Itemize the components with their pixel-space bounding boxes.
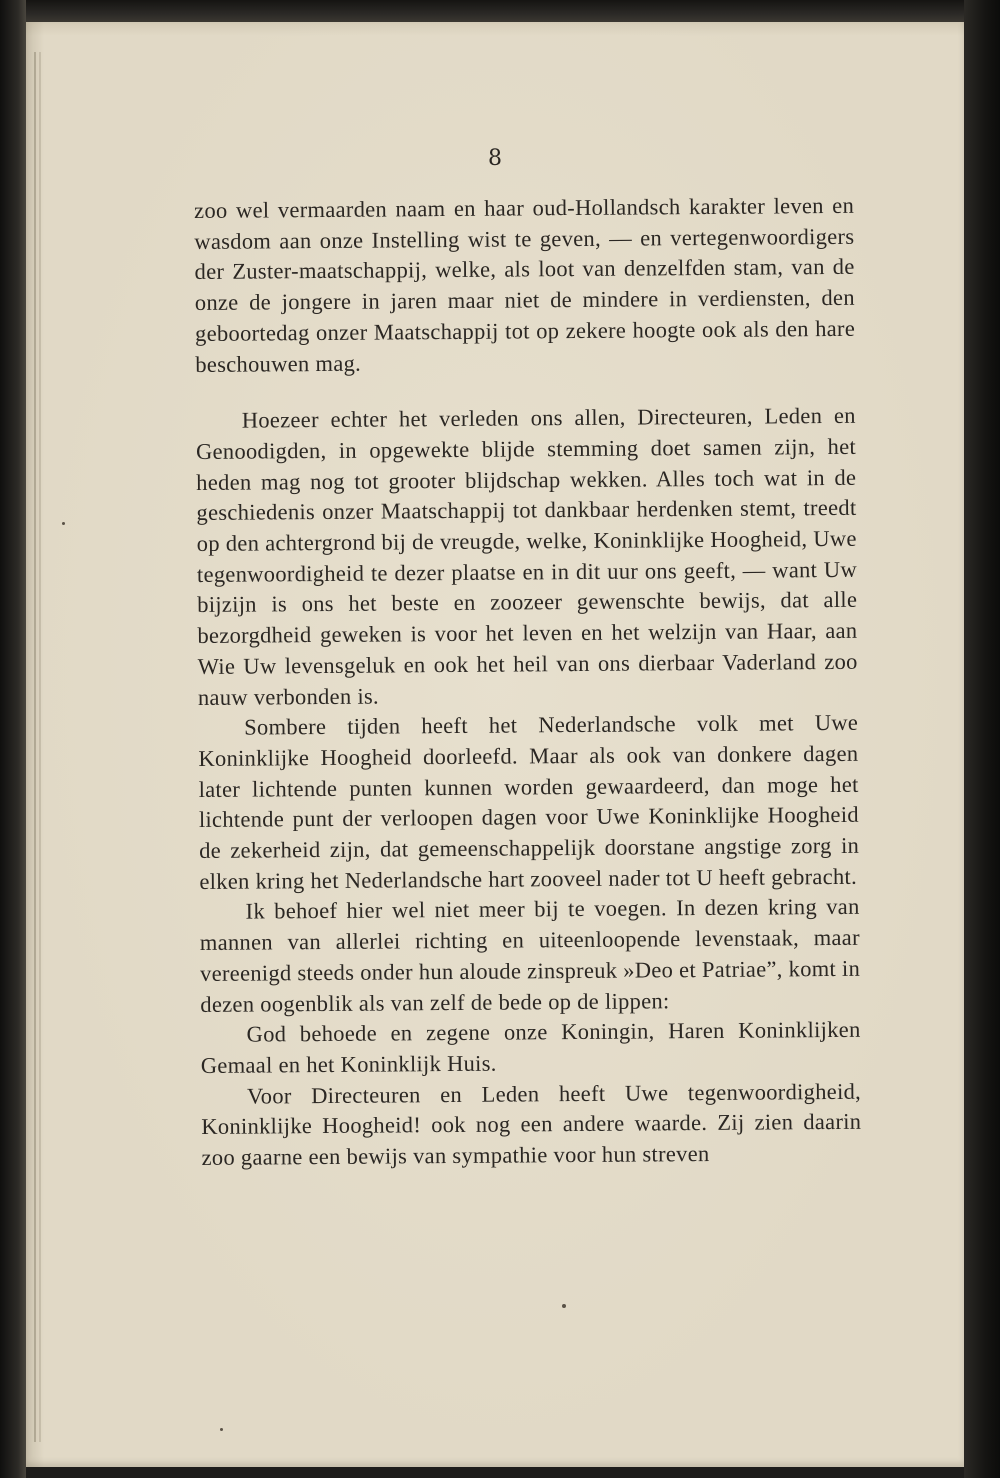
book-binding-right: [964, 0, 1000, 1478]
page-number: 8: [488, 146, 502, 171]
paper-speck: [562, 1304, 566, 1308]
paragraph: Sombere tijden heeft het Nederlandsche volk met Uwe Koninklijke Hoogheid doorleefd. Maar als ook van donkere dagen later lichtende punten kunnen worden gewaardeerd, dan moge het lichtende punt der verloopen dagen voor Uwe Koninklijke Hoogheid de zekerheid zijn, dat gemeenschappelijk doorstane angstige zorg in elken kring het Nederlandsche hart zooveel nader tot U heeft gebracht.: [198, 710, 860, 894]
paragraph: Ik behoef hier wel niet meer bij te voegen. In dezen kring van mannen van allerlei richting en uiteenloopende levenstaak, maar vereenigd steeds onder hun aloude zinspreuk »Deo et Patriae”, komt in dezen oogenblik als van zelf de bede op de lippen:: [199, 894, 861, 1017]
book-binding-left: [0, 0, 26, 1478]
paragraph: God behoede en zegene onze Koningin, Haren Koninklijken Gemaal en het Koninklijk Huis.: [200, 1017, 861, 1078]
paragraph: zoo wel vermaarden naam en haar oud-Hollandsch karakter leven en wasdom aan onze Instelling wist te geven, — en vertegenwoordigers der Zuster-maatschappij, welke, als loot van denzelfden stam, van de onze de jongere in jaren maar niet de mindere in verdiensten, den geboortedag onzer Maatschappij tot op zekere hoogte ook als den hare beschouwen mag.: [194, 192, 856, 377]
page-stack-edge: [34, 52, 36, 1442]
book-page: [26, 22, 964, 1467]
paragraph: Voor Directeuren en Leden heeft Uwe tegenwoordigheid, Koninklijke Hoogheid! ook nog een andere waarde. Zij zien daarin zoo gaarne een bewijs van sympathie voor hun streven: [201, 1078, 862, 1171]
page-stack-edge: [39, 52, 41, 1442]
book-binding-top: [0, 0, 1000, 22]
paper-speck: [220, 1428, 223, 1431]
paragraph: Hoezeer echter het verleden ons allen, Directeuren, Leden en Genoodigden, in opgewekte blijde stemming doet samen zijn, het heden mag nog tot grooter blijdschap wekken. Alles toch wat in de geschiedenis onzer Maatschappij tot dankbaar herdenken stemt, treedt op den achtergrond bij de vreugde, welke, Koninklijke Hoogheid, Uwe tegenwoordigheid te dezer plaatse en in dit uur ons geeft, — want Uw bijzijn is ons het beste en zoozeer gewenschte bewijs, dat alle bezorgdheid geweken is voor het leven en het welzijn van Haar, aan Wie Uw levensgeluk en ook het heil van ons dierbaar Vaderland zoo nauw verbonden is.: [195, 403, 858, 710]
body-text: [194, 191, 862, 1174]
paper-speck: [62, 522, 65, 525]
